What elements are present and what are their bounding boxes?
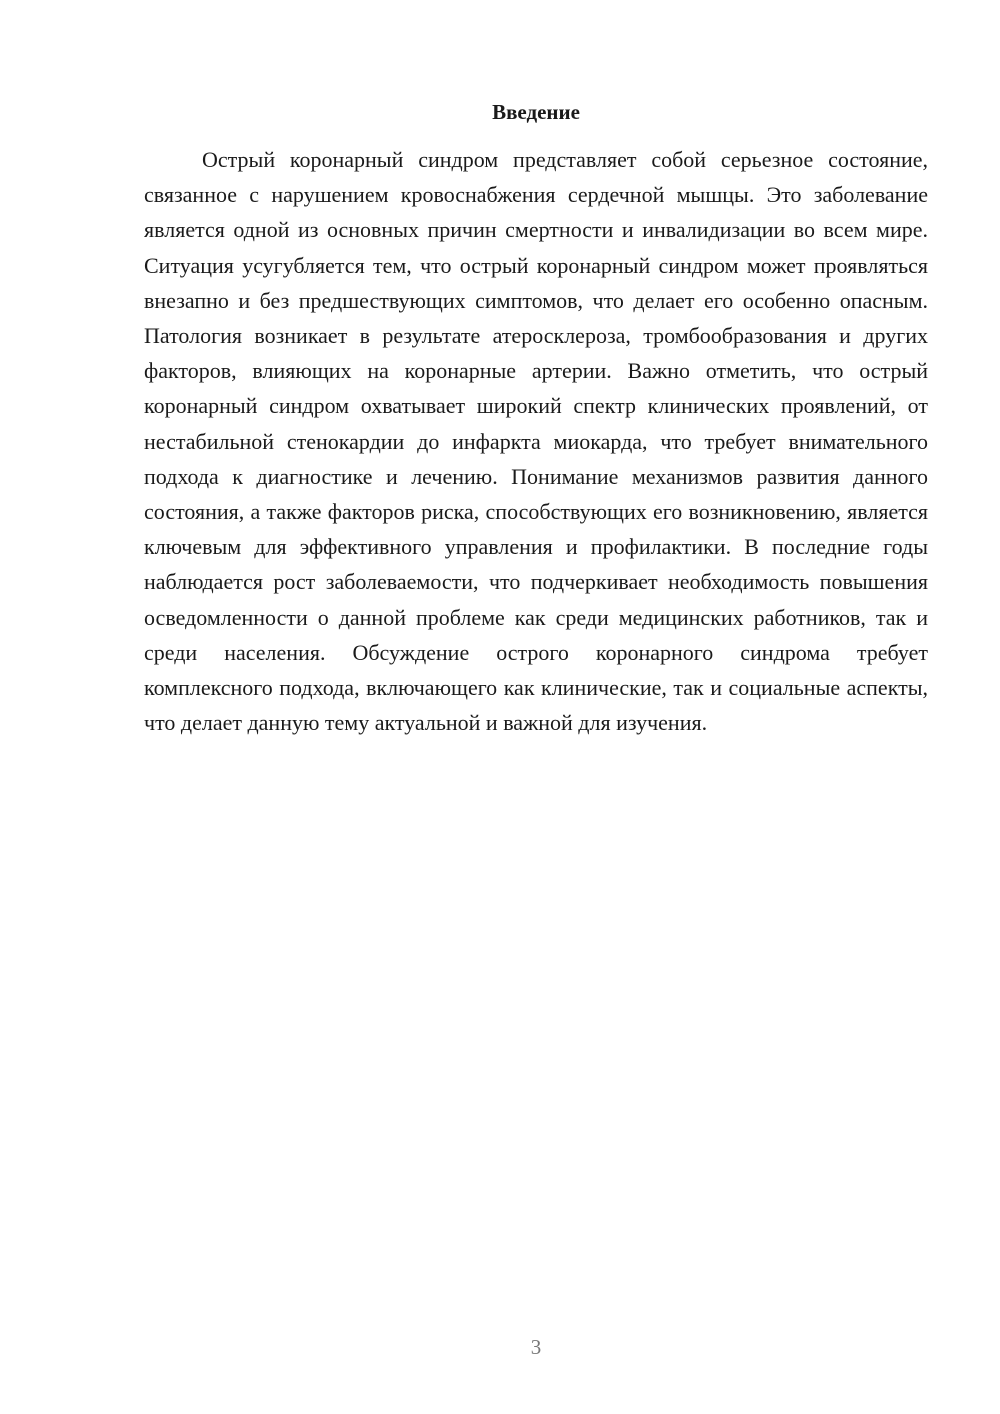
section-heading: Введение <box>492 100 580 124</box>
body-paragraph: Острый коронарный синдром представляет собой серьезное состояние, связанное с нарушением кровоснабжения сердечной мышцы. Это заболевание является одной из основных причин смертности и инвалидизации во всем мире. Ситуация усугубляется тем, что острый коронарный синдром может проявляться внезапно и без предшествующих симптомов, что делает его особенно опасным. Патология возникает в результате атеросклероза, тромбообразования и других факторов, влияющих на коронарные артерии. Важно отметить, что острый коронарный синдром охватывает широкий спектр клинических проявлений, от нестабильной стенокардии до инфаркта миокарда, что требует внимательного подхода к диагностике и лечению. Понимание механизмов развития данного состояния, а также факторов риска, способствующих его возникновению, является ключевым для эффективного управления и профилактики. В последние годы наблюдается рост заболеваемости, что подчеркивает необходимость повышения осведомленности о данной проблеме как среди медицинских работников, так и среди населения. Обсуждение острого коронарного синдрома требует комплексного подхода, включающего как клинические, так и социальные аспекты, что делает данную тему актуальной и важной для изучения. <box>144 147 928 736</box>
page-number: 3 <box>530 1335 542 1359</box>
